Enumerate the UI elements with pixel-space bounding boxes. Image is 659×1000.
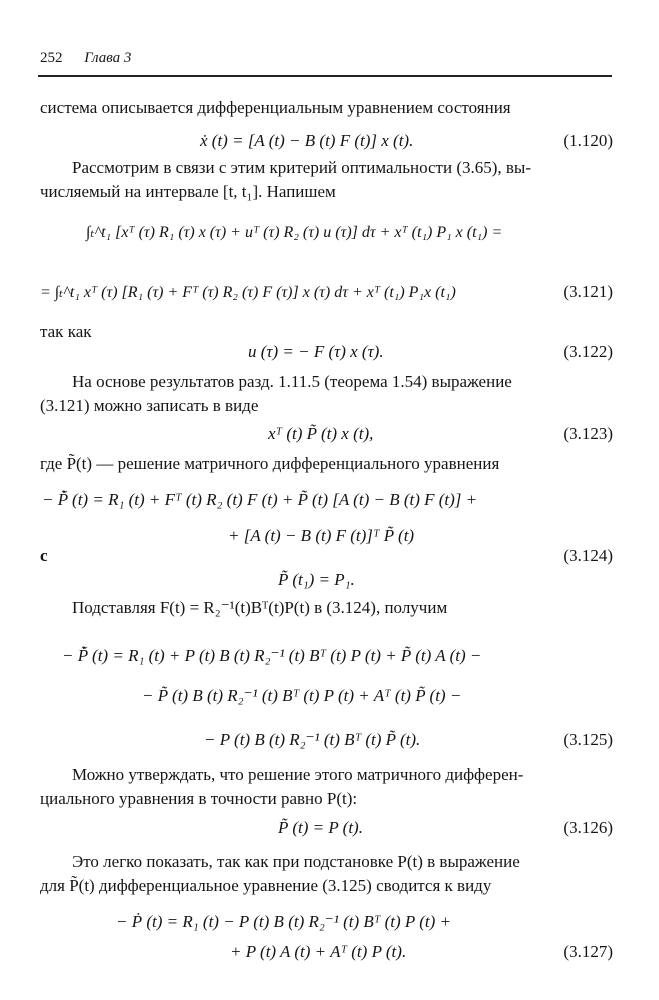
equation-3-122: u (τ) = − F (τ) x (τ). xyxy=(248,342,384,361)
text-line: так как xyxy=(40,322,92,341)
equation-number: (3.125) xyxy=(563,730,613,749)
text-line: система описывается дифференциальным уравнением состояния xyxy=(40,98,511,117)
equation-3-125-line3: − P (t) B (t) R₂⁻¹ (t) Bᵀ (t) P̃ (t). xyxy=(204,730,421,749)
equation-number: (3.124) xyxy=(563,546,613,565)
equation-3-126: P̃ (t) = P (t). xyxy=(278,818,363,837)
equation-number: (3.121) xyxy=(563,282,613,301)
text-line: Это легко показать, так как при подстановке P(t) в выражение xyxy=(72,852,520,871)
equation-number: (3.127) xyxy=(563,942,613,961)
equation-number: (3.126) xyxy=(563,818,613,837)
text-line: циального уравнения в точности равно P(t): xyxy=(40,789,358,808)
equation-number: (1.120) xyxy=(563,131,613,150)
running-header xyxy=(40,50,131,67)
equation-number: (3.122) xyxy=(563,342,613,361)
header-rule xyxy=(38,75,612,77)
text-line: где P̃(t) — решение матричного дифференциального уравнения xyxy=(40,454,500,473)
text-line: На основе результатов разд. 1.11.5 (теорема 1.54) выражение xyxy=(72,372,512,391)
equation-3-124-boundary: P̃ (t₁) = P₁. xyxy=(278,570,355,589)
text-line: Рассмотрим в связи с этим критерий оптимальности (3.65), вы- xyxy=(72,158,531,177)
text-line: числяемый на интервале [t, t₁]. Напишем xyxy=(40,182,336,201)
text-line: Подставляя F(t) = R₂⁻¹(t)Bᵀ(t)P(t) в (3.124), получим xyxy=(72,598,448,617)
equation-3-124-line2: + [A (t) − B (t) F (t)]ᵀ P̃ (t) xyxy=(228,526,415,545)
text-line: для P̃(t) дифференциальное уравнение (3.125) сводится к виду xyxy=(40,876,492,895)
equation-3-125-line2: − P̃ (t) B (t) R₂⁻¹ (t) Bᵀ (t) P (t) + Aᵀ (t) P̃ (t) − xyxy=(142,686,462,705)
equation-1-120: ẋ (t) = [A (t) − B (t) F (t)] x (t). xyxy=(200,131,414,150)
equation-3-121-line1: ∫ₜ^t₁ [xᵀ (τ) R₁ (τ) x (τ) + uᵀ (τ) R₂ (τ) u (τ)] dτ + xᵀ (t₁) P₁ x (t₁) = xyxy=(86,224,503,241)
equation-3-125-line1: − P̃̇ (t) = R₁ (t) + P (t) B (t) R₂⁻¹ (t) Bᵀ (t) P (t) + P̃ (t) A (t) − xyxy=(62,646,482,665)
equation-3-121-line2: = ∫ₜ^t₁ xᵀ (τ) [R₁ (τ) + Fᵀ (τ) R₂ (τ) F (τ)] x (τ) dτ + xᵀ (t₁) P₁x (t₁) xyxy=(40,284,456,301)
equation-3-123: xᵀ (t) P̃ (t) x (t), xyxy=(268,424,374,443)
text-line: с xyxy=(40,546,48,565)
page-number: 252 xyxy=(40,50,63,66)
equation-3-127-line1: − Ṗ (t) = R₁ (t) − P (t) B (t) R₂⁻¹ (t) Bᵀ (t) P (t) + xyxy=(116,912,451,931)
equation-3-124-line1: − P̃̇ (t) = R₁ (t) + Fᵀ (t) R₂ (t) F (t) + P̃ (t) [A (t) − B (t) F (t)] + xyxy=(42,490,478,509)
text-line: (3.121) можно записать в виде xyxy=(40,396,259,415)
equation-number: (3.123) xyxy=(563,424,613,443)
text-line: Можно утверждать, что решение этого матричного дифферен- xyxy=(72,765,524,784)
equation-3-127-line2: + P (t) A (t) + Aᵀ (t) P (t). xyxy=(230,942,407,961)
chapter-title: Глава 3 xyxy=(84,50,132,66)
